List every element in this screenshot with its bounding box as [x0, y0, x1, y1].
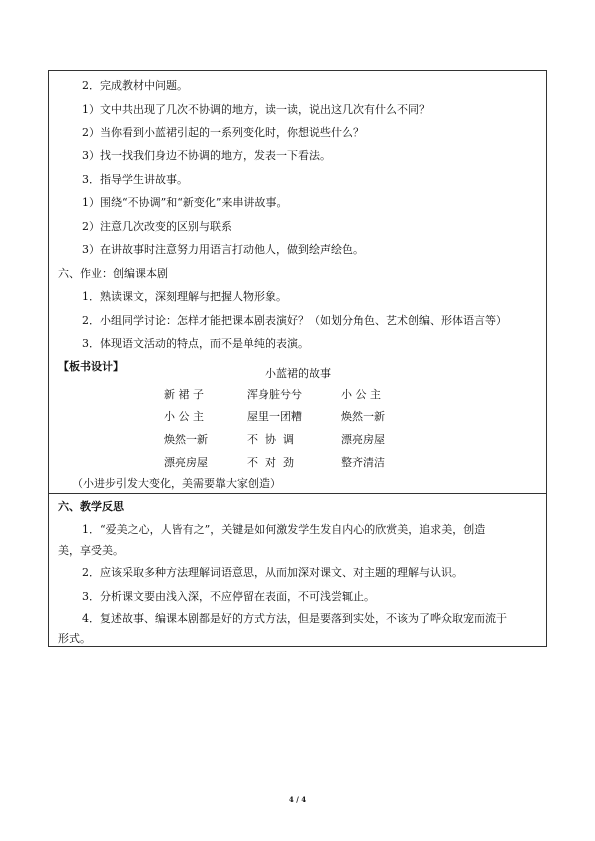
board-title: 小蓝裙的故事	[265, 367, 331, 380]
homework-item: 2．小组同学讨论：怎样才能把课本剧表演好？（如划分角色、艺术创编、形体语言等）	[82, 314, 507, 327]
task-item: 2）当你看到小蓝裙引起的一系列变化时，你想说些什么？	[82, 126, 364, 139]
task-heading: 3．指导学生讲故事。	[82, 173, 188, 186]
task-item: 3）在讲故事时注意努力用语言打动他人，做到绘声绘色。	[82, 243, 364, 256]
board-cell: 小 公 主	[164, 410, 204, 423]
reflection-item: 2．应该采取多种方法理解词语意思，从而加深对课文、对主题的理解与认识。	[82, 566, 463, 579]
reflection-item-cont: 美，享受美。	[58, 544, 124, 557]
board-cell: 新 裙 子	[164, 388, 204, 401]
board-cell: 漂亮房屋	[341, 433, 385, 446]
board-cell: 焕然一新	[341, 410, 385, 423]
reflection-item-cont: 形式。	[58, 632, 91, 645]
board-cell: 不 对 劲	[247, 456, 294, 469]
board-design-heading: 【板书设计】	[58, 360, 124, 373]
task-item: 1）围绕“不协调”和“新变化”来串讲故事。	[82, 196, 288, 209]
task-item: 2）注意几次改变的区别与联系	[82, 220, 232, 233]
board-cell: 小 公 主	[341, 388, 381, 401]
board-cell: 焕然一新	[164, 433, 208, 446]
board-cell: 整齐清洁	[341, 456, 385, 469]
board-note: （小进步引发大变化，美需要靠大家创造）	[72, 477, 281, 490]
reflection-table-cell	[48, 492, 547, 647]
reflection-item: 3．分析课文要由浅入深，不应停留在表面，不可浅尝辄止。	[82, 590, 375, 603]
reflection-item: 4．复述故事、编课本剧都是好的方式方法，但是要落到实处，不该为了哗众取宠而流于	[82, 612, 507, 625]
homework-item: 1．熟读课文，深刻理解与把握人物形象。	[82, 290, 287, 303]
page-number: 4 / 4	[288, 795, 307, 804]
task-heading: 2．完成教材中问题。	[82, 79, 188, 92]
lesson-plan-table-cell	[48, 70, 547, 494]
task-item: 3）找一找我们身边不协调的地方，发表一下看法。	[82, 149, 331, 162]
reflection-heading: 六、教学反思	[58, 500, 124, 513]
board-cell: 屋里一团糟	[247, 410, 302, 423]
homework-item: 3．体现语文活动的特点，而不是单纯的表演。	[82, 337, 309, 350]
homework-heading: 六、作业：创编课本剧	[58, 267, 168, 280]
board-cell: 漂亮房屋	[164, 456, 208, 469]
task-item: 1）文中共出现了几次不协调的地方，读一读，说出这几次有什么不同？	[82, 103, 430, 116]
board-cell: 浑身脏兮兮	[247, 388, 302, 401]
reflection-item: 1．“爱美之心，人皆有之”，关键是如何激发学生发自内心的欣赏美，追求美，创造	[82, 523, 486, 536]
board-cell: 不 协 调	[247, 433, 294, 446]
